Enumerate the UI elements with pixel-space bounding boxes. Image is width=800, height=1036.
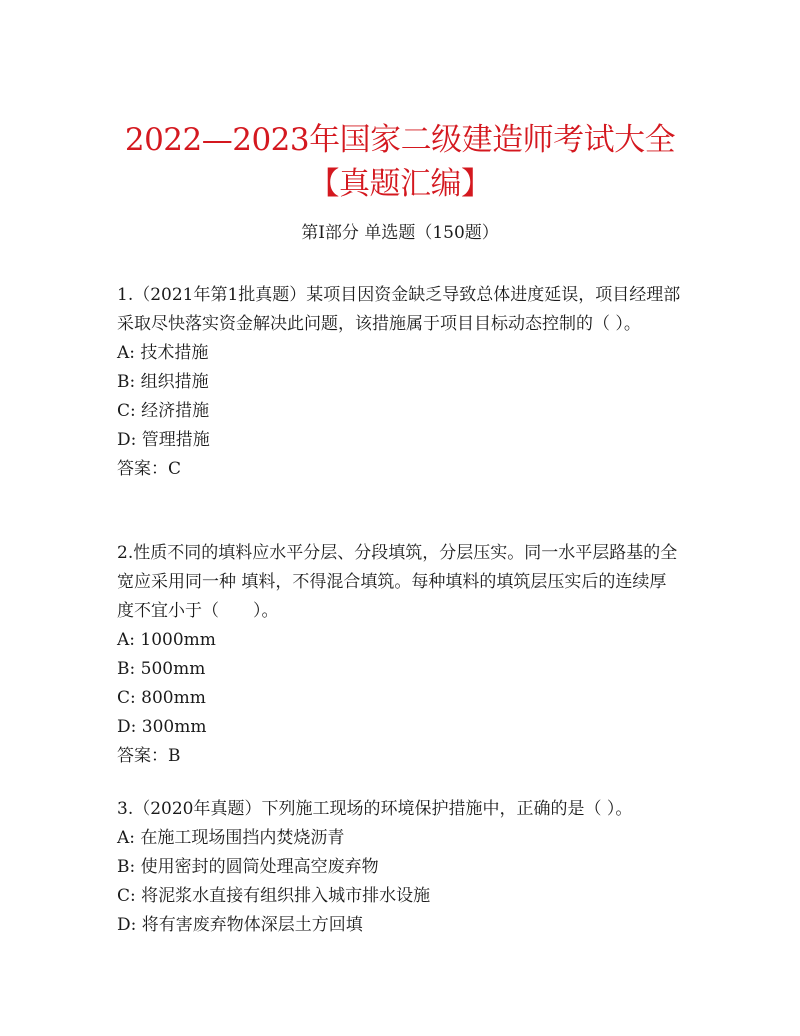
option-d: D: 300mm: [117, 717, 207, 737]
option-b: B: 500mm: [117, 659, 206, 679]
option-c: C: 800mm: [117, 688, 206, 708]
question-1: [117, 281, 683, 484]
option-a: A: 1000mm: [117, 630, 216, 650]
question-3: [117, 795, 683, 940]
option-a: A: 技术措施: [117, 343, 209, 363]
option-c: C: 将泥浆水直接有组织排入城市排水设施: [117, 886, 431, 906]
option-d: D: 将有害废弃物体深层土方回填: [117, 915, 363, 935]
option-a: A: 在施工现场围挡内焚烧沥青: [117, 828, 345, 848]
answer: 答案：B: [117, 746, 181, 766]
question-2: [117, 539, 683, 771]
option-c: C: 经济措施: [117, 401, 210, 421]
question-stem: 3.（2020年真题）下列施工现场的环境保护措施中，正确的是（ ）。: [117, 799, 633, 819]
question-stem: 1.（2021年第1批真题）某项目因资金缺乏导致总体进度延误，项目经理部采取尽快落实资金解决此问题，该措施属于项目目标动态控制的（ ）。: [117, 285, 681, 334]
document-title: 2022—2023年国家二级建造师考试大全【真题汇编】: [124, 122, 676, 202]
section-heading: 第I部分 单选题（150题）: [301, 223, 499, 243]
option-d: D: 管理措施: [117, 430, 210, 450]
answer: 答案：C: [117, 459, 182, 479]
question-stem: 2.性质不同的填料应水平分层、分段填筑，分层压实。同一水平层路基的全宽应采用同一种 填料，不得混合填筑。每种填料的填筑层压实后的连续厚度不宜小于（ ）。: [117, 543, 678, 621]
option-b: B: 组织措施: [117, 372, 209, 392]
option-b: B: 使用密封的圆筒处理高空废弃物: [117, 857, 379, 877]
